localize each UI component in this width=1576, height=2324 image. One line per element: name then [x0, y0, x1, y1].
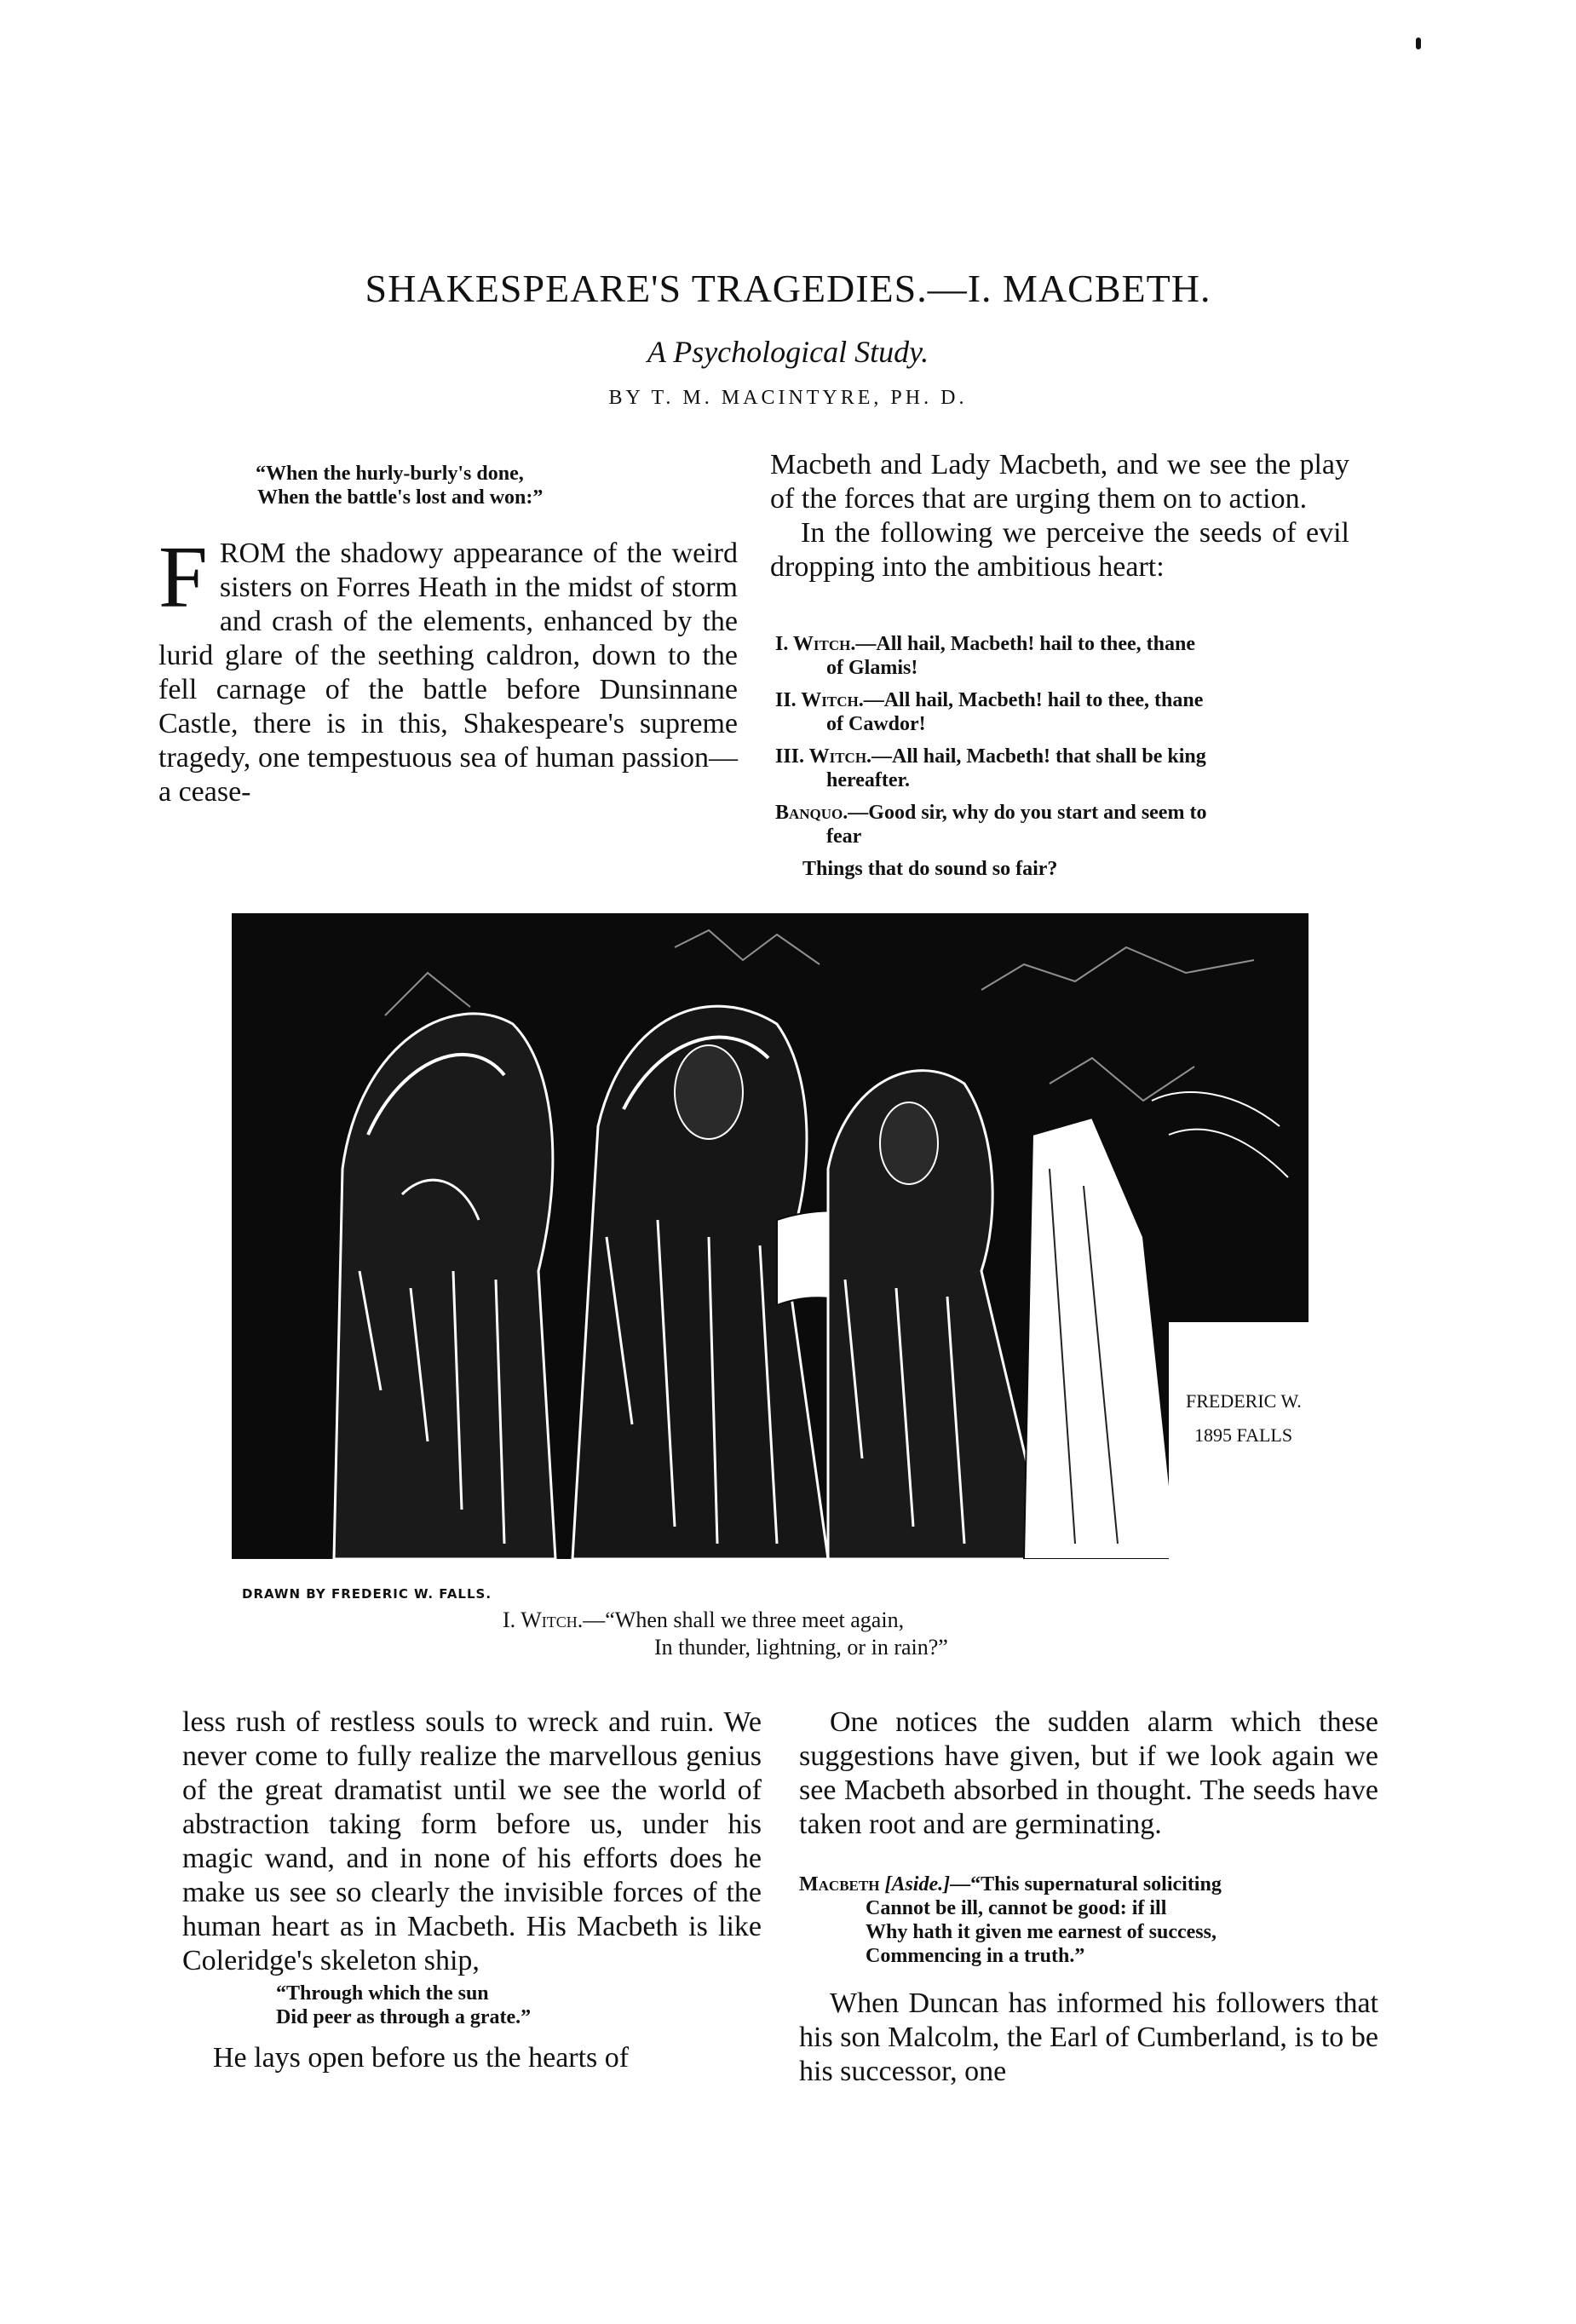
caption-line: In thunder, lightning, or in rain?” — [654, 1635, 948, 1660]
speech: —Good sir, why do you start and seem to — [848, 802, 1207, 824]
speaker: I. Witch. — [775, 633, 856, 655]
artist-signature: 1895 FALLS — [1194, 1424, 1293, 1446]
witches-drawing — [232, 913, 1309, 1559]
speech: —All hail, Macbeth! hail to thee, thane — [855, 633, 1196, 655]
opening-paragraph — [158, 528, 738, 809]
dialogue-line: Things that do sound so fair? — [802, 858, 1058, 880]
dialogue-line — [775, 745, 1355, 792]
aside-line: Cannot be ill, cannot be good: if ill — [866, 1897, 1167, 1919]
speaker: II. Witch. — [775, 689, 864, 711]
byline: BY T. M. MACINTYRE, PH. D. — [608, 387, 968, 409]
epigraph — [256, 462, 647, 509]
caption-line: —“When shall we three meet again, — [583, 1608, 905, 1632]
dialogue-line — [775, 801, 1355, 848]
speech-continuation: of Glamis! — [826, 657, 918, 679]
paragraph: When Duncan has informed his followers that his son Malcolm, the Earl of Cumberland, is to be his successor, one — [799, 1987, 1378, 2087]
drop-cap: F — [158, 528, 208, 626]
speaker: Banquo. — [775, 802, 848, 824]
opening-text: the shadowy appearance of the weird sisters on Forres Heath in the midst of storm and crash of the elements, enhanced by the lurid glare of the seething caldron, down to the fell carnage of the battle before Dunsinnane Castle, there is in this, Shakespeare's supreme tragedy, one tempestuous sea of human passion—a cease- — [158, 538, 738, 808]
artist-signature: FREDERIC W. — [1186, 1390, 1302, 1412]
illustration-caption — [503, 1607, 1269, 1661]
paragraph: One notices the sudden alarm which these suggestions have given, but if we look again we see Macbeth absorbed in thought. The seeds have taken root and are germinating. — [799, 1706, 1378, 1840]
quote-line: “Through which the sun — [276, 1982, 489, 2005]
epigraph-line: When the battle's lost and won:” — [257, 486, 544, 509]
speech-continuation: fear — [826, 825, 862, 848]
aside-line: —“This supernatural soliciting — [950, 1873, 1222, 1895]
macbeth-aside — [799, 1872, 1378, 1968]
aside-line: Commencing in a truth.” — [866, 1945, 1085, 1967]
stage-direction: [Aside.] — [884, 1873, 951, 1895]
right-column-top — [770, 448, 1349, 584]
left-column-bottom — [182, 1706, 762, 2075]
speech: —All hail, Macbeth! hail to thee, thane — [863, 689, 1204, 711]
caption-speaker: I. Witch. — [503, 1608, 584, 1632]
speaker: III. Witch. — [775, 745, 872, 768]
right-column-bottom — [799, 1706, 1378, 2089]
aside-line: Why hath it given me earnest of success, — [866, 1921, 1217, 1943]
paragraph: In the following we perceive the seeds of evil dropping into the ambitious heart: — [770, 517, 1349, 583]
opening-small-caps: ROM — [219, 538, 286, 569]
illustration-credit: DRAWN BY FREDERIC W. FALLS. — [242, 1586, 492, 1602]
paragraph: less rush of restless souls to wreck and ruin. We never come to fully realize the marvellous genius of the great dramatist until we see the world of abstraction taking form before us, under his magic wand, and in none of his efforts does he make us see so clearly the invisible forces of the human heart as in Macbeth. His Macbeth is like Coleridge's skeleton ship, — [182, 1706, 762, 1976]
aside-speaker: Macbeth — [799, 1873, 880, 1895]
article-subtitle: A Psychological Study. — [647, 335, 929, 369]
dialogue-line — [775, 632, 1355, 680]
witches-dialogue — [775, 632, 1355, 881]
quote-line: Did peer as through a grate.” — [276, 2006, 532, 2028]
paragraph: Macbeth and Lady Macbeth, and we see the play of the forces that are urging them on to action. — [770, 449, 1349, 515]
article-title: SHAKESPEARE'S TRAGEDIES.—I. MACBETH. — [365, 267, 1211, 310]
margin-mark — [1416, 37, 1421, 49]
paragraph: He lays open before us the hearts of — [213, 2042, 630, 2074]
speech-continuation: hereafter. — [826, 769, 910, 791]
inset-quote — [182, 1982, 762, 2029]
speech: —All hail, Macbeth! that shall be king — [871, 745, 1206, 768]
dialogue-line — [775, 688, 1355, 736]
epigraph-line: “When the hurly-burly's done, — [256, 463, 524, 485]
three-witches-illustration — [232, 913, 1309, 1559]
speech-continuation: of Cawdor! — [826, 713, 926, 735]
